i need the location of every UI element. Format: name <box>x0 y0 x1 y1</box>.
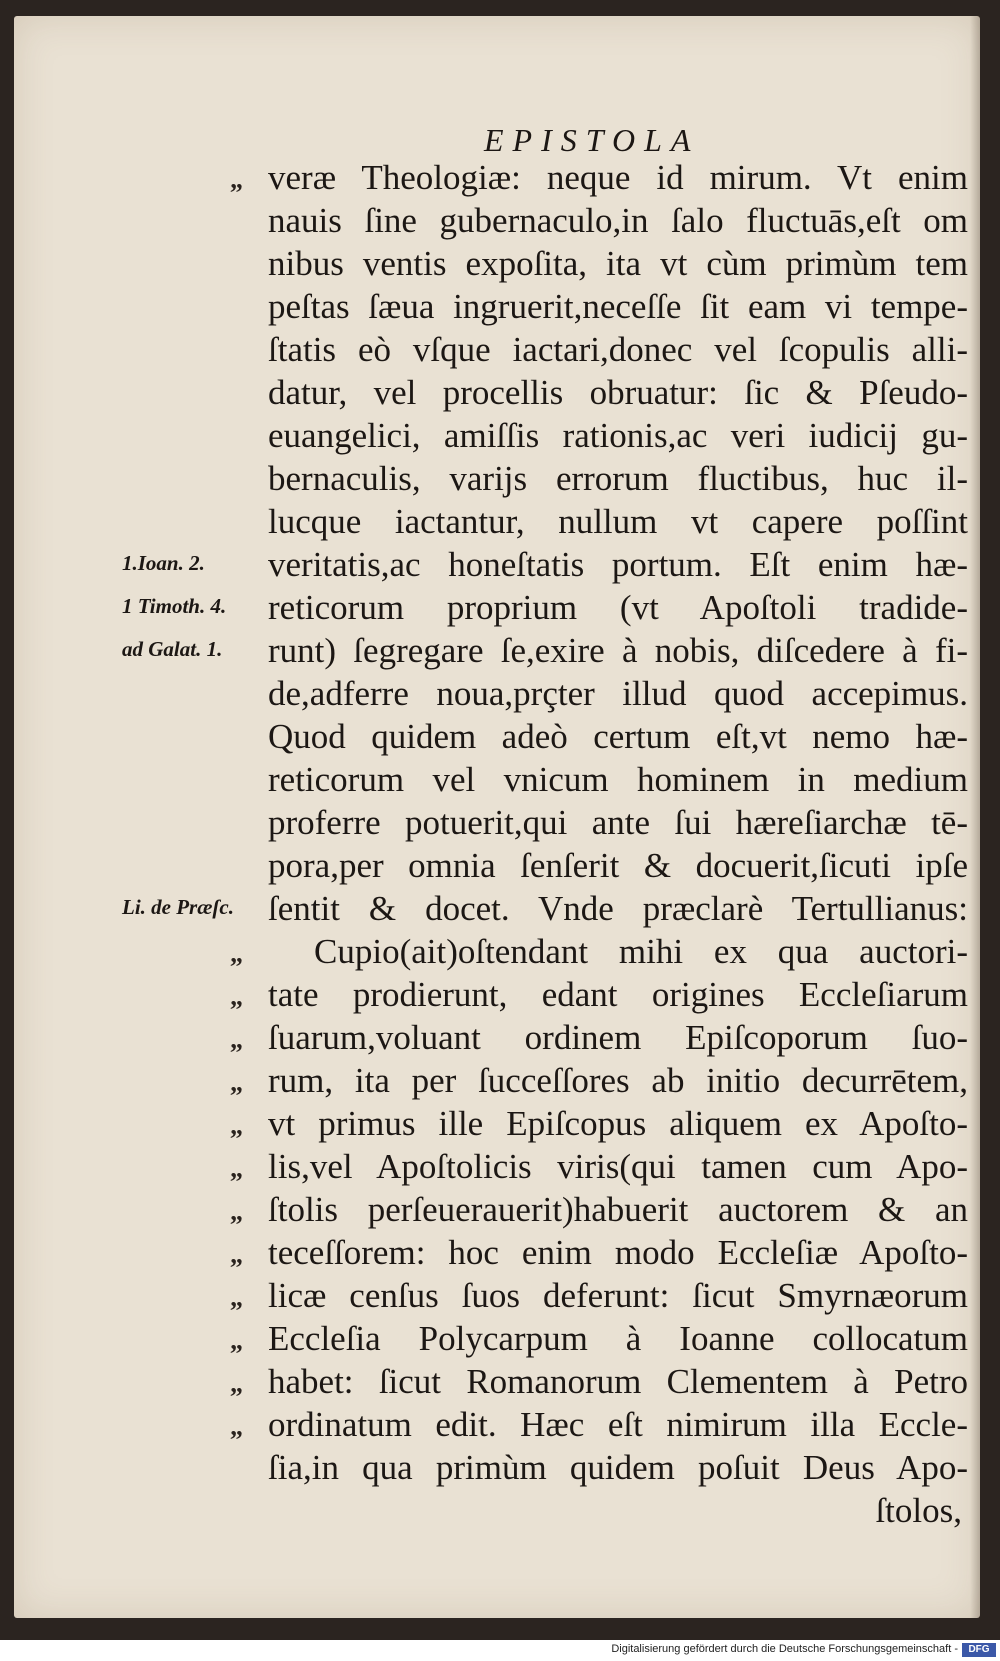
text-line <box>14 1274 980 1317</box>
line-text: vt primus ille Epiſcopus aliquem ex Apoſto- <box>268 1104 968 1143</box>
line-text: runt) ſegregare ſe,exire à nobis, diſcedere à fi- <box>268 631 968 670</box>
line-text: lis,vel Apoſtolicis viris(qui tamen cum Apo- <box>268 1147 968 1186</box>
margin-note: Li. de Præſc. <box>122 895 234 919</box>
margin-note: ad Galat. 1. <box>122 637 223 661</box>
line-text: proferre potuerit,qui ante ſui hæreſiarchæ tē- <box>268 803 968 842</box>
text-line <box>14 1059 980 1102</box>
line-text: teceſſorem: hoc enim modo Eccleſiæ Apoſto- <box>268 1233 968 1272</box>
line-text: pora,per omnia ſenſerit & docuerit,ſicuti ipſe <box>268 846 968 885</box>
line-text: licæ cenſus ſuos deferunt: ſicut Smyrnæorum <box>268 1276 968 1315</box>
quotation-marker: „ <box>230 939 243 968</box>
line-text: Eccleſia Polycarpum à Ioanne collocatum <box>268 1319 968 1358</box>
text-line <box>14 715 980 758</box>
book-page <box>14 16 980 1618</box>
line-text: habet: ſicut Romanorum Clementem à Petro <box>268 1362 968 1401</box>
text-line <box>14 414 980 457</box>
line-text: ſtolis perſeuerauerit)habuerit auctorem & an <box>268 1190 968 1229</box>
line-text: de,adferre noua,prçter illud quod accepimus. <box>268 674 968 713</box>
line-text: rum, ita per ſucceſſores ab initio decurrētem, <box>268 1061 968 1100</box>
line-text: veritatis,ac honeſtatis portum. Eſt enim hæ- <box>268 545 968 584</box>
line-text: ſuarum,voluant ordinem Epiſcoporum ſuo- <box>268 1018 968 1057</box>
line-text: euangelici, amiſſis rationis,ac veri iudicij gu- <box>268 416 968 455</box>
quotation-marker: „ <box>230 1326 243 1355</box>
digitization-footer <box>0 1640 1000 1661</box>
line-text: tate prodierunt, edant origines Eccleſiarum <box>268 975 968 1014</box>
text-line <box>14 1231 980 1274</box>
text-line <box>14 844 980 887</box>
margin-note: 1 Timoth. 4. <box>122 594 227 618</box>
quotation-marker: „ <box>230 1240 243 1269</box>
text-line <box>14 285 980 328</box>
line-text: lucque iactantur, nullum vt capere poſſint <box>268 502 968 541</box>
dfg-logo: DFG <box>962 1643 996 1657</box>
line-text: ſentit & docet. Vnde præclarè Tertullianus: <box>268 889 968 928</box>
text-line <box>14 758 980 801</box>
text-line <box>14 371 980 414</box>
quotation-marker: „ <box>230 1111 243 1140</box>
text-line <box>14 1360 980 1403</box>
running-head: EPISTOLA <box>484 122 700 158</box>
text-line <box>14 1446 980 1489</box>
text-line <box>14 1145 980 1188</box>
line-text: nibus ventis expoſita, ita vt cùm primùm tem <box>268 244 968 283</box>
line-text: Cupio(ait)oſtendant mihi ex qua auctori- <box>314 932 968 971</box>
line-text: ſtolos, <box>875 1491 962 1530</box>
quotation-marker: „ <box>230 982 243 1011</box>
text-line <box>14 1016 980 1059</box>
text-line <box>14 672 980 715</box>
text-line <box>14 328 980 371</box>
line-text: Quod quidem adeò certum eſt,vt nemo hæ- <box>268 717 968 756</box>
footer-credit: Digitalisierung gefördert durch die Deutsche Forschungsgemeinschaft - <box>611 1643 958 1655</box>
quotation-marker: „ <box>230 1025 243 1054</box>
quotation-marker: „ <box>230 1197 243 1226</box>
text-line <box>14 1317 980 1360</box>
text-line <box>14 1188 980 1231</box>
text-line <box>14 1102 980 1145</box>
quotation-marker: „ <box>230 1154 243 1183</box>
body-text <box>14 156 980 1532</box>
text-line <box>14 1489 980 1532</box>
quotation-marker: „ <box>230 1283 243 1312</box>
line-text: peſtas ſæua ingruerit,neceſſe ſit eam vi tempe- <box>268 287 968 326</box>
text-line <box>14 199 980 242</box>
text-line <box>14 156 980 199</box>
line-text: nauis ſine gubernaculo,in ſalo fluctuās,eſt om <box>268 201 968 240</box>
text-line <box>14 801 980 844</box>
line-text: ſia,in qua primùm quidem poſuit Deus Apo- <box>268 1448 968 1487</box>
margin-note: 1.Ioan. 2. <box>122 551 205 575</box>
line-text: veræ Theologiæ: neque id mirum. Vt enim <box>268 158 968 197</box>
text-line <box>14 973 980 1016</box>
text-line <box>14 242 980 285</box>
line-text: reticorum proprium (vt Apoſtoli tradide- <box>268 588 968 627</box>
text-line <box>14 1403 980 1446</box>
text-line <box>14 457 980 500</box>
quotation-marker: „ <box>230 165 243 194</box>
quotation-marker: „ <box>230 1068 243 1097</box>
line-text: datur, vel procellis obruatur: ſic & Pſeudo- <box>268 373 968 412</box>
text-line <box>14 500 980 543</box>
line-text: reticorum vel vnicum hominem in medium <box>268 760 968 799</box>
text-line <box>14 930 980 973</box>
line-text: ſtatis eò vſque iactari,donec vel ſcopulis alli- <box>268 330 968 369</box>
line-text: bernaculis, varijs errorum fluctibus, huc il- <box>268 459 968 498</box>
line-text: ordinatum edit. Hæc eſt nimirum illa Eccle- <box>268 1405 968 1444</box>
quotation-marker: „ <box>230 1369 243 1398</box>
quotation-marker: „ <box>230 1412 243 1441</box>
